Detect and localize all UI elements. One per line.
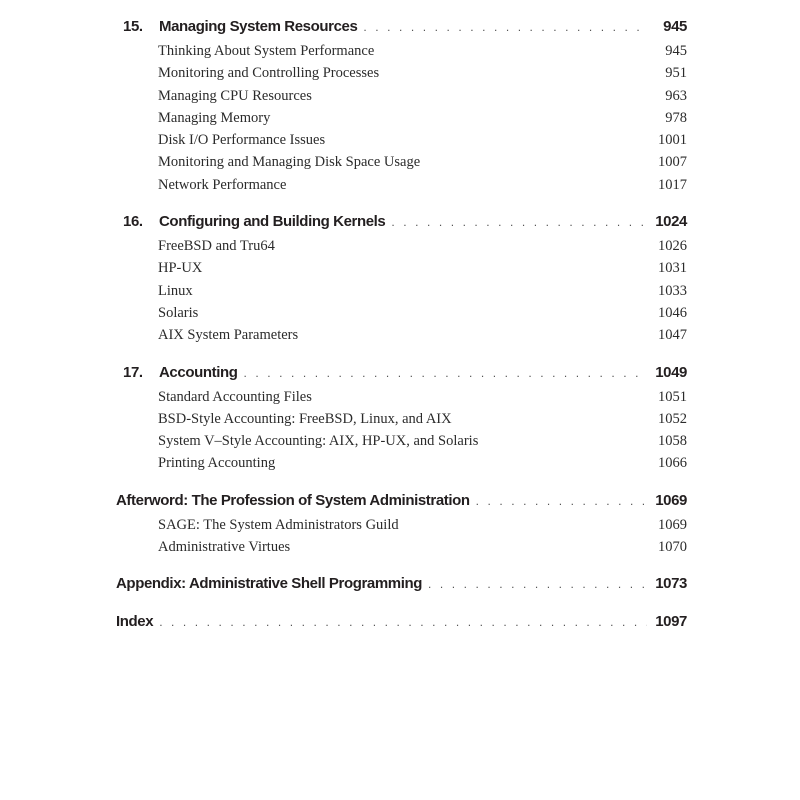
appendix-heading[interactable]	[116, 571, 687, 597]
section-title: Thinking About System Performance	[158, 43, 375, 59]
toc-section[interactable]	[116, 40, 687, 62]
afterword-heading[interactable]	[116, 488, 687, 514]
toc-appendix	[116, 571, 687, 597]
dot-leader	[428, 571, 647, 597]
section-title: System V–Style Accounting: AIX, HP-UX, and Solaris	[158, 433, 479, 450]
toc-section[interactable]	[116, 129, 687, 151]
section-title: Printing Accounting	[158, 455, 276, 472]
chapter-title: Managing System Resources	[159, 18, 358, 35]
index-page-number: 1097	[655, 613, 687, 631]
chapter-heading[interactable]	[116, 14, 687, 40]
toc-section[interactable]	[116, 430, 687, 452]
afterword-title: Afterword: The Profession of System Administration	[116, 491, 470, 509]
section-title: FreeBSD and Tru64	[158, 238, 275, 255]
toc-chapter-17	[116, 360, 687, 475]
section-page-number: 1066	[658, 455, 687, 472]
section-title: BSD-Style Accounting: FreeBSD, Linux, and AIX	[158, 410, 452, 427]
section-page-number: 1031	[658, 260, 687, 277]
toc-chapter-15	[116, 14, 687, 196]
table-of-contents	[116, 14, 687, 635]
section-list	[116, 40, 687, 196]
chapter-number: 17.	[123, 363, 143, 381]
toc-index	[116, 609, 687, 635]
toc-section[interactable]	[116, 174, 687, 196]
index-title: Index	[116, 613, 154, 631]
section-page-number: 1026	[658, 238, 687, 255]
chapter-page-number: 945	[663, 18, 687, 35]
section-page-number: 1070	[658, 539, 687, 556]
section-page-number: 1017	[658, 176, 687, 193]
appendix-page-number: 1073	[655, 575, 687, 593]
chapter-title: Configuring and Building Kernels	[159, 213, 386, 231]
section-page-number: 1046	[658, 304, 687, 321]
toc-section[interactable]	[116, 408, 687, 430]
section-title: Managing CPU Resources	[158, 87, 312, 104]
section-title: SAGE: The System Administrators Guild	[158, 516, 399, 533]
section-title: Solaris	[158, 304, 199, 321]
section-title: Managing Memory	[158, 109, 271, 126]
toc-section[interactable]	[116, 235, 687, 257]
toc-section[interactable]	[116, 514, 687, 536]
section-title: Administrative Virtues	[158, 539, 291, 556]
section-page-number: 978	[665, 109, 687, 126]
toc-section[interactable]	[116, 85, 687, 107]
section-page-number: 945	[665, 43, 687, 59]
chapter-page-number: 1024	[655, 213, 687, 231]
toc-section[interactable]	[116, 324, 687, 346]
section-page-number: 1047	[658, 327, 687, 344]
section-title: AIX System Parameters	[158, 327, 299, 344]
toc-section[interactable]	[116, 280, 687, 302]
section-page-number: 951	[665, 65, 687, 82]
section-list	[116, 235, 687, 346]
toc-section[interactable]	[116, 107, 687, 129]
toc-section[interactable]	[116, 151, 687, 173]
spacer	[116, 196, 687, 209]
section-page-number: 1051	[658, 388, 687, 405]
section-title: Standard Accounting Files	[158, 388, 312, 405]
toc-section[interactable]	[116, 452, 687, 474]
section-page-number: 1069	[658, 516, 687, 533]
index-heading[interactable]	[116, 609, 687, 635]
dot-leader	[159, 609, 647, 635]
section-page-number: 1052	[658, 410, 687, 427]
toc-section[interactable]	[116, 386, 687, 408]
toc-section[interactable]	[116, 62, 687, 84]
chapter-number: 16.	[123, 213, 143, 231]
section-title: HP-UX	[158, 260, 203, 277]
section-page-number: 963	[665, 87, 687, 104]
dot-leader	[244, 360, 648, 386]
dot-leader	[476, 488, 647, 514]
section-page-number: 1007	[658, 154, 687, 171]
dot-leader	[363, 14, 647, 40]
chapter-page-number: 1049	[655, 363, 687, 381]
toc-chapter-16	[116, 209, 687, 346]
appendix-title: Appendix: Administrative Shell Programming	[116, 575, 423, 593]
toc-section[interactable]	[116, 302, 687, 324]
chapter-title: Accounting	[159, 363, 238, 381]
spacer	[116, 475, 687, 488]
section-title: Monitoring and Managing Disk Space Usage	[158, 154, 421, 171]
section-page-number: 1058	[658, 433, 687, 450]
section-list	[116, 386, 687, 475]
spacer	[116, 347, 687, 360]
section-title: Disk I/O Performance Issues	[158, 132, 326, 149]
chapter-number: 15.	[123, 18, 143, 35]
spacer	[116, 597, 687, 609]
section-list	[116, 514, 687, 559]
chapter-heading[interactable]	[116, 209, 687, 235]
section-title: Network Performance	[158, 176, 287, 193]
section-title: Linux	[158, 282, 193, 299]
spacer	[116, 558, 687, 571]
section-page-number: 1033	[658, 282, 687, 299]
section-page-number: 1001	[658, 132, 687, 149]
afterword-page-number: 1069	[655, 491, 687, 509]
dot-leader	[391, 209, 647, 235]
section-title: Monitoring and Controlling Processes	[158, 65, 380, 82]
chapter-heading[interactable]	[116, 360, 687, 386]
toc-section[interactable]	[116, 257, 687, 279]
toc-afterword	[116, 488, 687, 559]
toc-section[interactable]	[116, 536, 687, 558]
